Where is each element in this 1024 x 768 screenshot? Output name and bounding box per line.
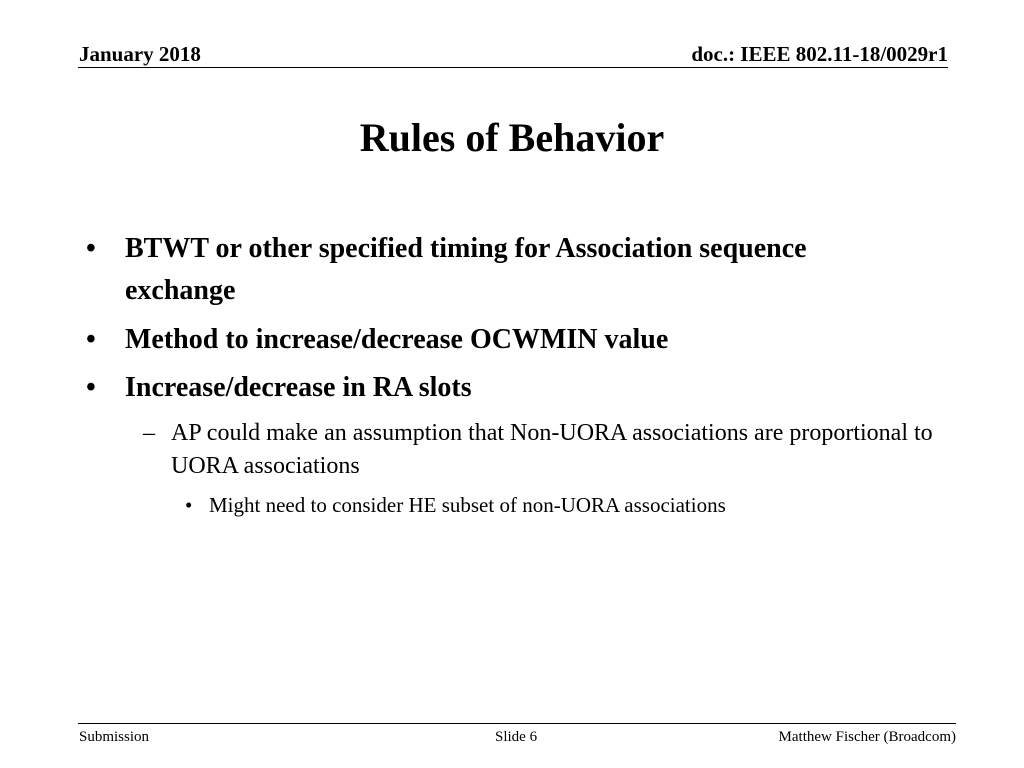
header-divider [78,67,948,68]
bullet-marker: • [86,324,96,355]
bullet-text: Method to increase/decrease OCWMIN value [125,324,669,355]
bullet-marker: • [86,233,96,264]
bullet-marker: • [86,372,96,403]
sub-bullet-text: AP could make an assumption that Non-UORA associations are proportional to UORA associations [171,420,933,479]
header-date: January 2018 [79,42,201,66]
footer-author: Matthew Fischer (Broadcom) [778,729,956,745]
sub-bullet-marker: – [143,420,155,446]
slide-title: Rules of Behavior [359,115,665,160]
bullet-text: Increase/decrease in RA slots [125,372,472,403]
footer-submission: Submission [79,729,150,745]
footer-divider [78,723,956,724]
bullet-text: BTWT or other specified timing for Association sequence exchange [125,233,807,306]
sub-sub-bullet-marker: • [185,493,193,517]
header-doc-id: doc.: IEEE 802.11-18/0029r1 [691,42,948,66]
footer-slide-number: Slide 6 [495,729,538,745]
sub-sub-bullet-text: Might need to consider HE subset of non-UORA associations [209,493,726,517]
